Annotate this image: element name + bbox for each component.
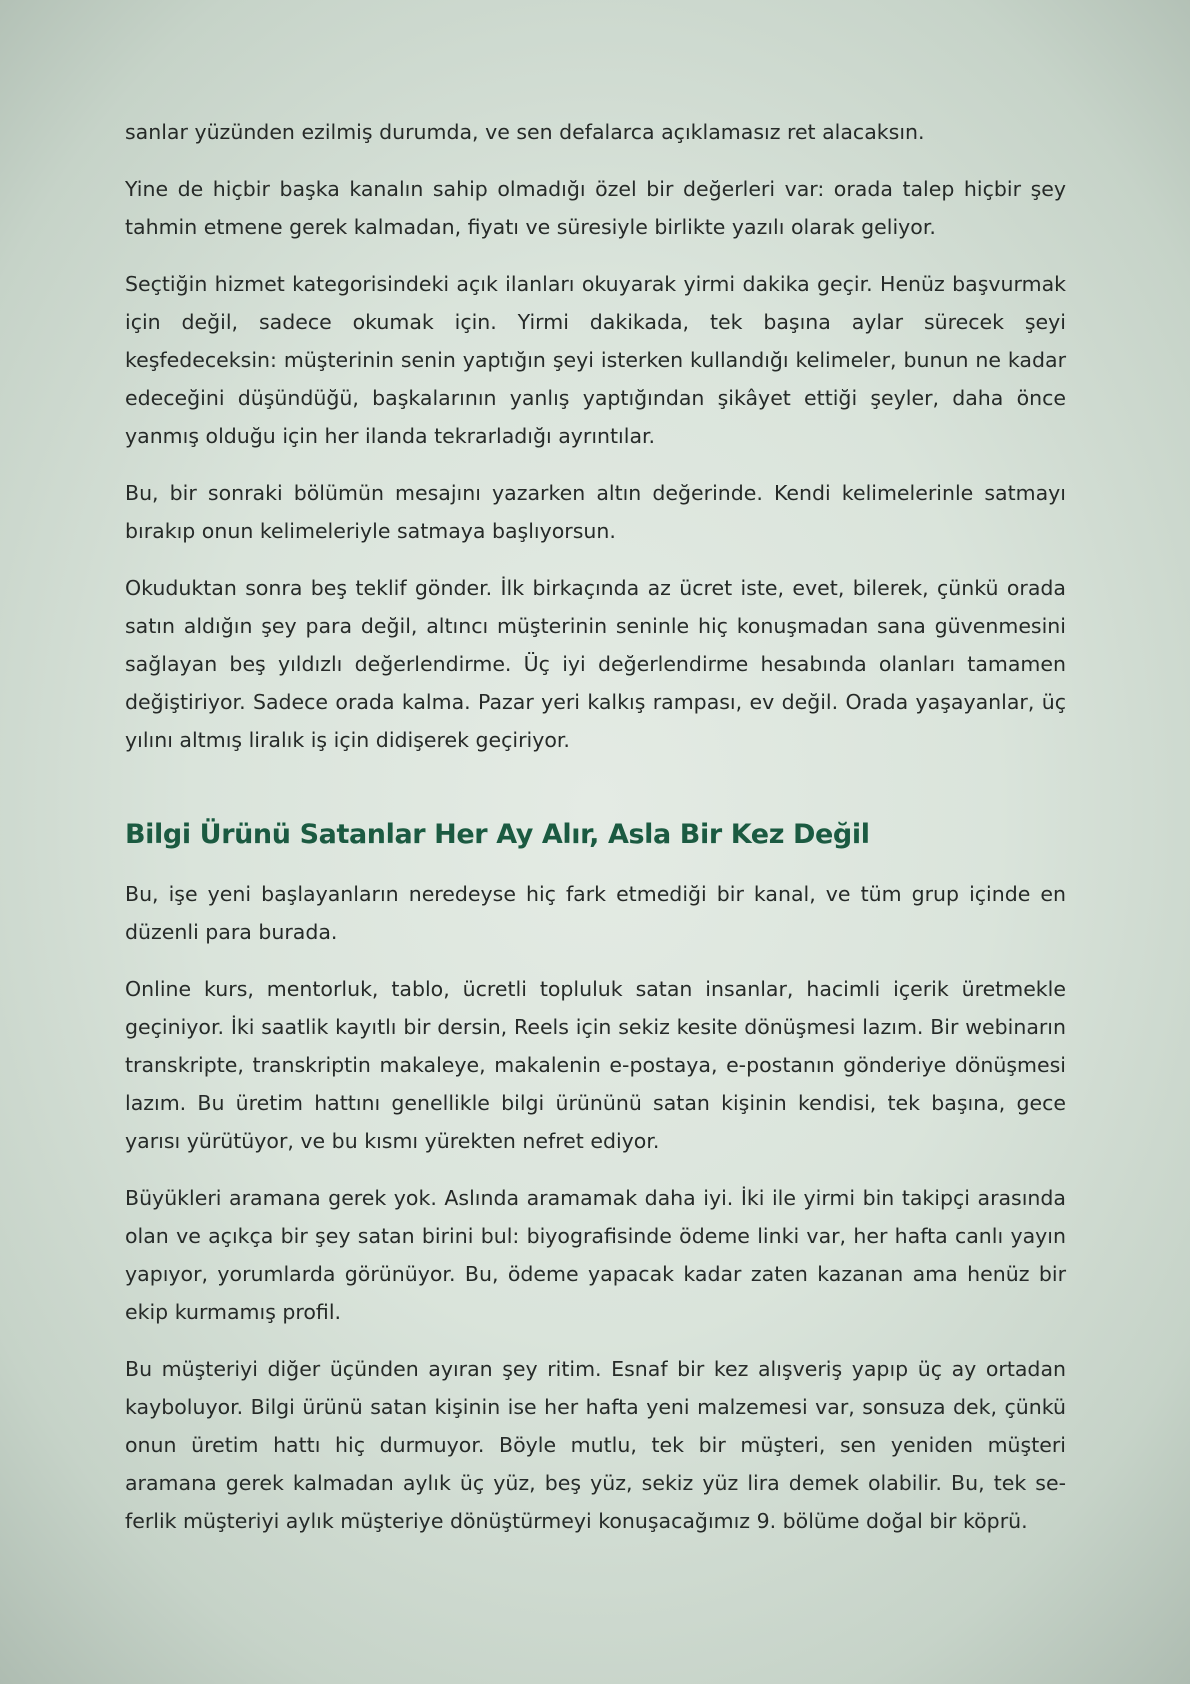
paragraph: Seçtiğin hizmet kategorisindeki açık ilanları okuyarak yirmi dakika geçir. Henüz başvurmak için değil, sadece okumak için. Yirmi dakikada, tek başına aylar sürecek şeyi keşfedeceksin: müşterinin senin yaptığın şeyi isterken kullandığı kelimeler, bunun ne kadar edeceğini düşündüğü, başkalarının yanlış yaptığından şikâyet ettiği şeyler, daha önce yanmış olduğu için her ilanda tekrarladığı ayrıntılar. [125, 272, 1066, 448]
document-page [125, 113, 1066, 1559]
paragraph: Okuduktan sonra beş teklif gönder. İlk birkaçında az ücret iste, evet, bilerek, çünkü orada satın aldığın şey para değil, altıncı müşterinin seninle hiç konuşmadan sana güvenmesini sağlayan beş yıldızlı değerlendirme. Üç iyi değerlendirme hesabında olanları tamamen değiştiriyor. Sadece orada kalma. Pazar yeri kalkış rampası, ev değil. Orada yaşayanlar, üç yılını altmış liralık iş için didişerek geçiriyor. [125, 576, 1066, 752]
paragraph: Büyükleri aramana gerek yok. Aslında aramamak daha iyi. İki ile yirmi bin takipçi arasında olan ve açıkça bir şey satan birini bul: biyografisinde ödeme linki var, her hafta canlı yayın yapıyor, yorumlarda görünüyor. Bu, ödeme yapacak kadar zaten kazanan ama henüz bir ekip kurmamış profil. [125, 1186, 1066, 1324]
paragraph: Bu, işe yeni başlayanların neredeyse hiç fark etmediği bir kanal, ve tüm grup içinde en düzenli para burada. [125, 882, 1066, 944]
body-section [125, 875, 1066, 1540]
paragraph: Bu müşteriyi diğer üçünden ayıran şey ritim. Esnaf bir kez alışveriş yapıp üç ay ortadan kayboluyor. Bilgi ürünü satan kişinin ise her hafta yeni malzemesi var, sonsuza dek, çünkü onun üretim hattı hiç durmuyor. Böyle mutlu, tek bir müşteri, sen yeniden müşteri aramana gerek kalmadan aylık üç yüz, beş yüz, sekiz yüz lira demek olabilir. Bu, tek seferlik müşteriyi aylık müşteriye dönüştürmeyi konuşacağımız 9. bölüme doğal bir köprü. [125, 1357, 1066, 1533]
intro-section [125, 113, 1066, 759]
section-heading: Bilgi Ürünü Satanlar Her Ay Alır, Asla Bir Kez Değil [125, 819, 870, 850]
paragraph: Online kurs, mentorluk, tablo, ücretli topluluk satan insanlar, hacimli içerik üretmekle geçiniyor. İki saatlik kayıtlı bir dersin, Reels için sekiz kesite dönüşmesi lazım. Bir webinarın transkripte, transkriptin makaleye, makalenin e-postaya, e-postanın gönderiye dönüşmesi lazım. Bu üretim hattını genellikle bilgi ürününü satan kişinin kendisi, tek başına, gece yarısı yürütüyor, ve bu kısmı yürekten nefret ediyor. [125, 977, 1066, 1153]
paragraph: Yine de hiçbir başka kanalın sahip olmadığı özel bir değerleri var: orada talep hiçbir şey tahmin etmene gerek kalmadan, fiyatı ve süresiyle birlikte yazılı olarak geliyor. [125, 177, 1066, 239]
paragraph: sanlar yüzünden ezilmiş durumda, ve sen defalarca açıklamasız ret alacaksın. [125, 120, 925, 144]
paragraph: Bu, bir sonraki bölümün mesajını yazarken altın değerinde. Kendi kelimelerinle satmayı bırakıp onun kelimeleriyle satmaya başlıyorsun. [125, 481, 1066, 543]
